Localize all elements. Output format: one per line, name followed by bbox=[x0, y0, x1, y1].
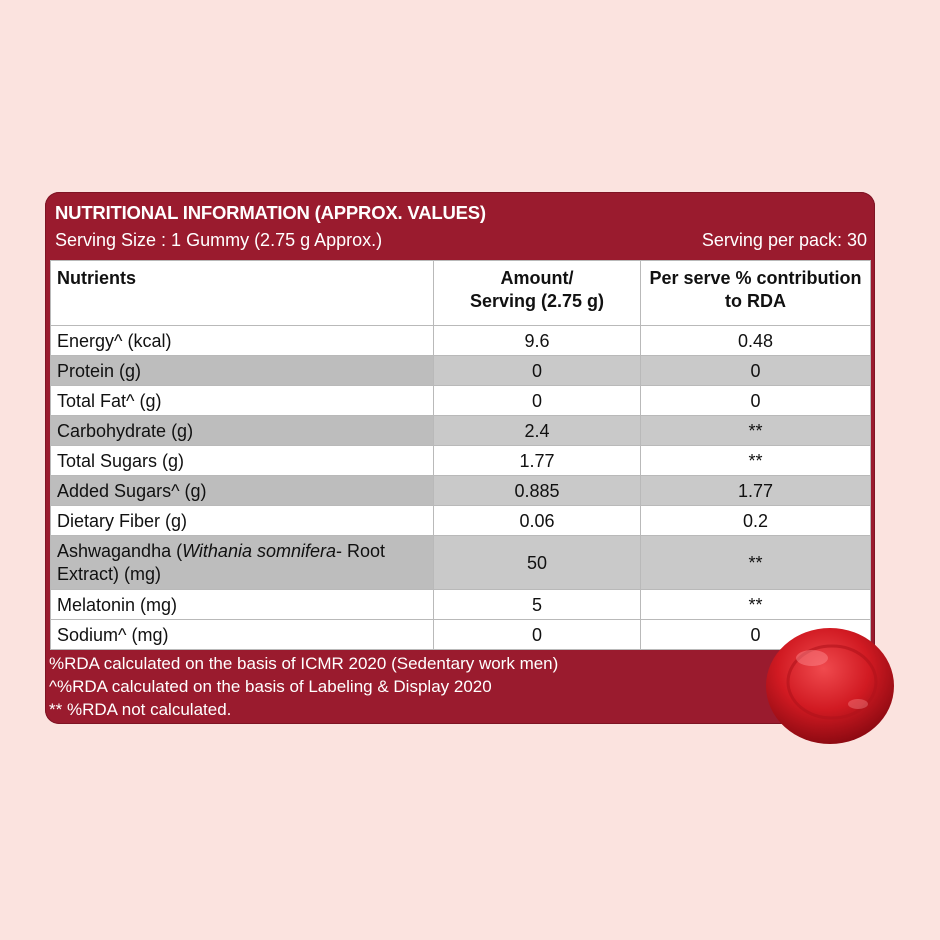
serving-size: Serving Size : 1 Gummy (2.75 g Approx.) bbox=[55, 230, 383, 250]
nutrient-rda: ** bbox=[641, 446, 871, 476]
nutrient-name: Sodium^ (mg) bbox=[51, 620, 434, 650]
nutrient-name bbox=[51, 536, 434, 590]
table-row bbox=[51, 506, 871, 536]
nutrient-amount: 0 bbox=[434, 620, 641, 650]
nutrient-rda: 0 bbox=[641, 356, 871, 386]
nutrient-rda: ** bbox=[641, 536, 871, 590]
nutrient-rda: 0.48 bbox=[641, 326, 871, 356]
nutrient-amount: 0 bbox=[434, 386, 641, 416]
header-nutrients: Nutrients bbox=[51, 261, 434, 326]
nutrient-name: Melatonin (mg) bbox=[51, 590, 434, 620]
nutrition-table bbox=[50, 260, 871, 650]
nutrient-name: Total Sugars (g) bbox=[51, 446, 434, 476]
table-row bbox=[51, 386, 871, 416]
table-row bbox=[51, 446, 871, 476]
table-row bbox=[51, 416, 871, 446]
footnote-not-calculated: ** %RDA not calculated. bbox=[49, 700, 232, 719]
nutrient-rda: 1.77 bbox=[641, 476, 871, 506]
nutrient-amount: 0 bbox=[434, 356, 641, 386]
header-rda bbox=[641, 261, 871, 326]
nutrient-amount: 2.4 bbox=[434, 416, 641, 446]
table-row bbox=[51, 620, 871, 650]
card-header bbox=[45, 192, 875, 260]
ashwagandha-suffix: - Root Extract) (mg) bbox=[57, 540, 386, 584]
footnotes bbox=[49, 652, 558, 721]
nutrient-amount: 9.6 bbox=[434, 326, 641, 356]
header-amount bbox=[434, 261, 641, 326]
nutrition-card bbox=[45, 192, 875, 724]
nutrient-amount: 1.77 bbox=[434, 446, 641, 476]
nutrient-amount: 0.06 bbox=[434, 506, 641, 536]
nutrient-amount: 0.885 bbox=[434, 476, 641, 506]
table-row bbox=[51, 590, 871, 620]
nutrient-rda: 0.2 bbox=[641, 506, 871, 536]
nutrient-rda: 0 bbox=[641, 386, 871, 416]
header-amount-line1: Amount/ bbox=[500, 268, 574, 288]
ashwagandha-scientific-name: Withania somnifera bbox=[182, 540, 336, 561]
table-row bbox=[51, 536, 871, 590]
table-row bbox=[51, 356, 871, 386]
table-row bbox=[51, 476, 871, 506]
nutrient-name: Added Sugars^ (g) bbox=[51, 476, 434, 506]
nutrient-name: Carbohydrate (g) bbox=[51, 416, 434, 446]
nutrient-amount: 5 bbox=[434, 590, 641, 620]
nutrient-name: Protein (g) bbox=[51, 356, 434, 386]
gummy-icon bbox=[762, 616, 898, 752]
nutrient-rda: 0 bbox=[641, 620, 871, 650]
footnote-labeling: ^%RDA calculated on the basis of Labeling & Display 2020 bbox=[49, 677, 492, 696]
table-row bbox=[51, 326, 871, 356]
header-rda-line2: to RDA bbox=[725, 291, 786, 311]
nutrient-rda: ** bbox=[641, 590, 871, 620]
nutrient-name: Total Fat^ (g) bbox=[51, 386, 434, 416]
card-title: NUTRITIONAL INFORMATION (APPROX. VALUES) bbox=[55, 202, 486, 223]
footnote-icmr: %RDA calculated on the basis of ICMR 2020 (Sedentary work men) bbox=[49, 654, 559, 673]
nutrient-name: Dietary Fiber (g) bbox=[51, 506, 434, 536]
nutrient-name: Energy^ (kcal) bbox=[51, 326, 434, 356]
ashwagandha-prefix: Ashwagandha ( bbox=[57, 540, 183, 561]
header-amount-line2: Serving (2.75 g) bbox=[469, 291, 605, 311]
nutrient-amount: 50 bbox=[434, 536, 641, 590]
header-rda-line1: Per serve % contribution bbox=[649, 268, 862, 288]
nutrient-rda: ** bbox=[641, 416, 871, 446]
serving-per-pack: Serving per pack: 30 bbox=[701, 230, 867, 250]
